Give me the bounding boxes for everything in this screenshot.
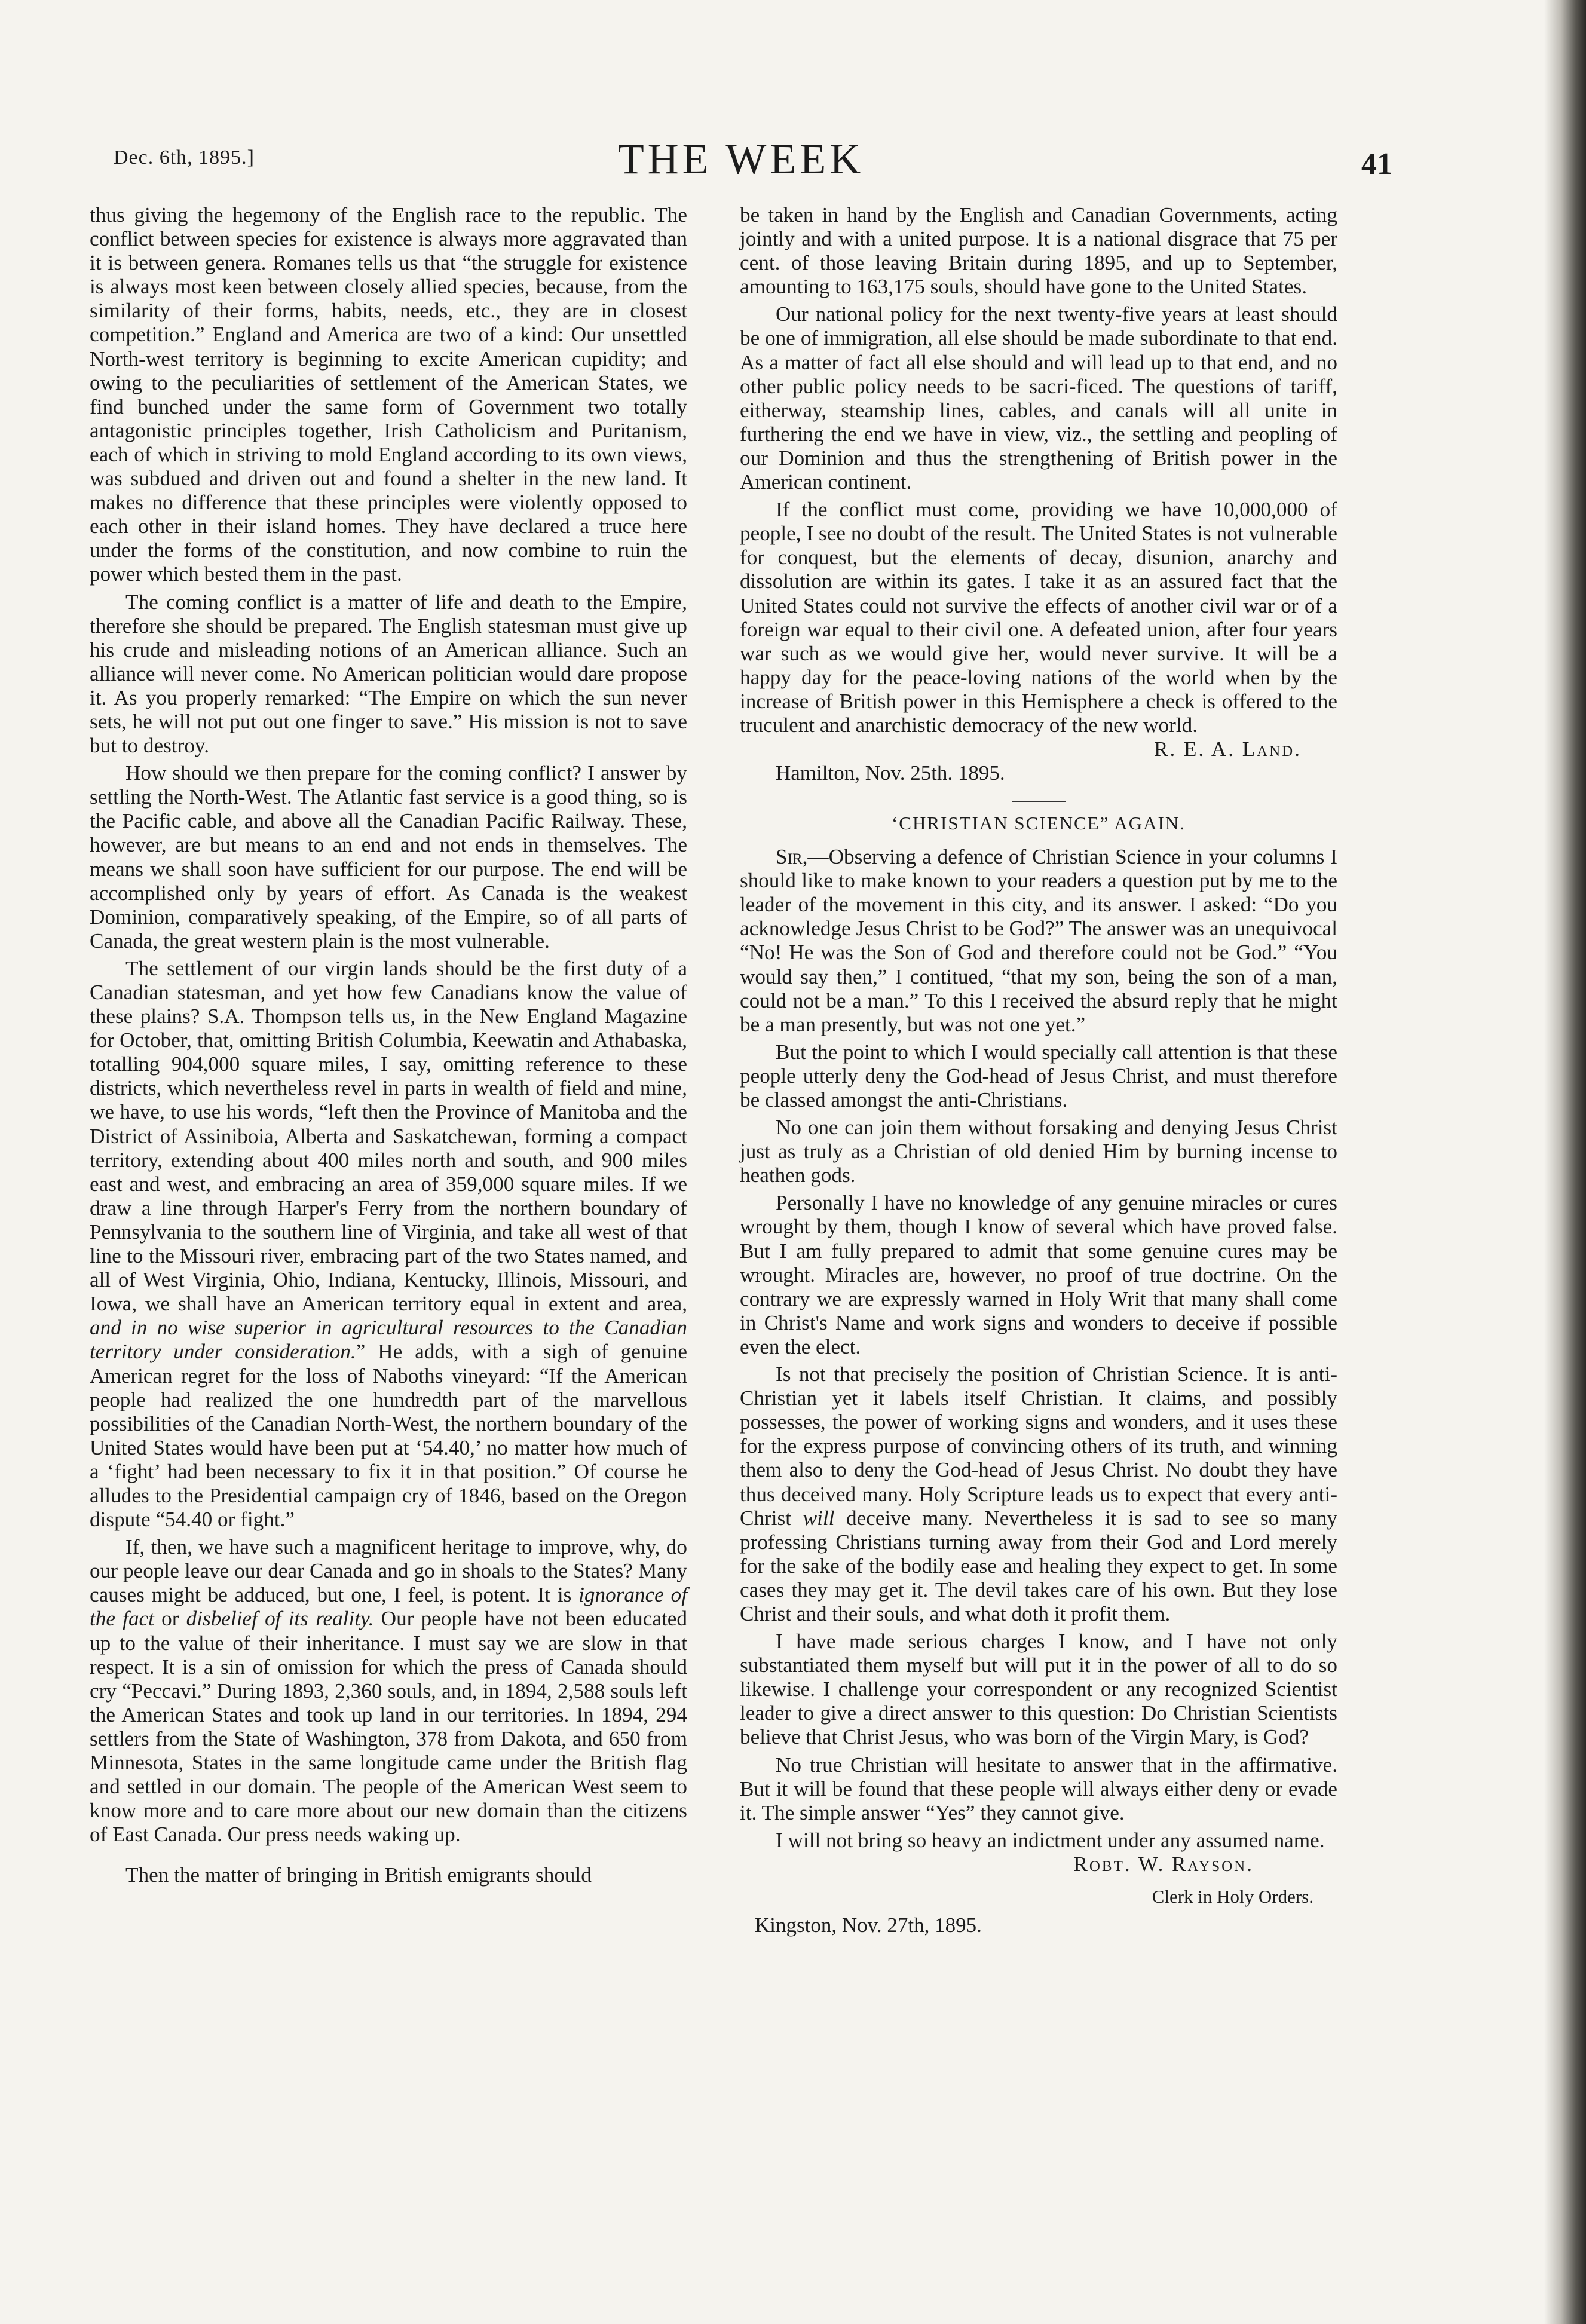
paragraph: Our national policy for the next twenty-five years at least should be one of immigration, all else should be made subordinate to that end. As a matter of fact all else should and will lead up to that end, and no other public policy needs to be sacri-ficed. The questions of tariff, eitherway, steamship lines, cables, and canals will all unite in furthering the end we have in view, viz., the settling and peopling of our Dominion and thus the strengthening of British power in the American continent.	[740, 302, 1337, 494]
page-number: 41	[1361, 147, 1392, 181]
paragraph	[90, 1535, 687, 1847]
signature-rayson: Robt. W. Rayson.	[1073, 1852, 1254, 1876]
italic-text: disbelief of its reality.	[186, 1607, 374, 1631]
paragraph: If the conflict must come, providing we have 10,000,000 of people, I see no doubt of the result. The United States is not vulnerable for conquest, but the elements of decay, disunion, anarchy and dissolution are within its gates. I take it as an assured fact that the United States could not survive the effects of another civil war or of a foreign war equal to their civil one. A defeated union, after four years war such as we would give her, would never survive. It will be a happy day for the peace-loving nations of the world when by the increase of British power in this Hemisphere a check is offered to the truculent and anarchistic democracy of the new world.	[740, 498, 1337, 737]
place-date-hamilton: Hamilton, Nov. 25th. 1895.	[776, 761, 1005, 785]
article-heading: ‘CHRISTIAN SCIENCE” AGAIN.	[891, 813, 1186, 834]
signature-title: Clerk in Holy Orders.	[1152, 1885, 1313, 1907]
signature-land-line	[740, 737, 1337, 761]
paragraph: No one can join them without forsaking and denying Jesus Christ just as truly as a Christian of old denied Him by burning incense to heathen gods.	[740, 1116, 1337, 1187]
paragraph	[740, 845, 1337, 1037]
paragraph-text: Our people have not been educated up to the value of their inheritance. I must say we are slow in that respect. It is a sin of omission for which the press of Canada should cry “Peccavi.” During 1893, 2,360 souls, and, in 1894, 2,588 souls left the American States and took up land in our territories. In 1894, 294 settlers from the State of Washington, 378 from Dakota, and 650 from Minnesota, States in the same longitude came under the British flag and settled in our domain. The people of the American West seem to know more and to care more about our new domain than the citizens of East Canada. Our press needs waking up.	[90, 1607, 687, 1847]
italic-text: will	[803, 1506, 835, 1530]
paragraph	[740, 1362, 1337, 1626]
paragraph: Then the matter of bringing in British emigrants should	[125, 1863, 592, 1887]
salutation: Sir,	[776, 845, 808, 869]
paragraph: The coming conflict is a matter of life and death to the Empire, therefore she should be prepared. The English statesman must give up his crude and misleading notions of an American alliance. Such an alliance will never come. No American politician would dare propose it. As you properly remarked: “The Empire on which the sun never sets, he will not put out one finger to save.” His mission is not to save but to destroy.	[90, 590, 687, 758]
paragraph-text: If, then, we have such a magnificent heritage to improve, why, do our people leave our dear Canada and go in shoals to the States? Many causes might be adduced, but one, I feel, is potent. It is	[90, 1535, 687, 1607]
paragraph: But the point to which I would specially call attention is that these people utterly deny the God-head of Jesus Christ, and must therefore be classed amongst the anti-Christians.	[740, 1040, 1337, 1112]
signature-land: R. E. A. Land.	[1154, 737, 1302, 761]
paragraph	[90, 957, 687, 1532]
paragraph: thus giving the hegemony of the English race to the republic. The conflict between species for existence is always more aggravated than it is between genera. Romanes tells us that “the struggle for existence is always most keen between closely allied species, because, from the similarity of their forms, habits, needs, etc., they are in closest competition.” England and America are two of a kind: Our unsettled North-west territory is beginning to excite American cupidity; and owing to the peculiarities of settlement of the American States, we find bunched under the same form of Government two totally antagonistic principles together, Irish Catholicism and Puritanism, each of which in striving to mold England according to its own views, was subdued and driven out and found a shelter in the new land. It makes no difference that these principles were violently opposed to each other in their island homes. They have declared a truce here under the forms of the constitution, and now combine to ruin the power which bested them in the past.	[90, 203, 687, 586]
paragraph-text: ” He adds, with a sigh of genuine American regret for the loss of Naboths vineyard: “If the American people had realized the one hundredth part of the marvellous possibilities of the Canadian North-West, the northern boundary of the United States would have been put at ‘54.40,’ no matter how much of a ‘fight’ had been necessary to fix it in that position.” Of course he alludes to the Presidential campaign cry of 1846, based on the Oregon dispute “54.40 or fight.”	[90, 1340, 687, 1532]
italic-text: ignorance of the fact	[90, 1583, 687, 1631]
paragraph: I will not bring so heavy an indictment under any assumed name.	[776, 1828, 1325, 1852]
signature-rayson-line	[740, 1853, 1337, 1876]
paragraph: How should we then prepare for the coming conflict? I answer by settling the North-West. The Atlantic fast service is a good thing, so is the Pacific cable, and above all the Canadian Pacific Railway. These, however, are but means to an end and not ends in themselves. The means we shall soon have sufficient for our purpose. The end will be accomplished only by years of effort. As Canada is the weakest Dominion, comparatively speaking, of the Empire, so of all parts of Canada, the great western plain is the most vulnerable.	[90, 761, 687, 953]
page-header	[90, 134, 1392, 200]
issue-date: Dec. 6th, 1895.]	[114, 146, 255, 169]
paragraph-text: The settlement of our virgin lands should be the first duty of a Canadian statesman, and yet how few Canadians know the value of these plains? S.A. Thompson tells us, in the New England Magazine for October, that, omitting British Columbia, Keewatin and Athabaska, totalling 904,000 square miles, I say, omitting reference to these districts, which nevertheless revel in parts in wealth of field and mine, we have, to use his words, “left then the Province of Manitoba and the District of Assiniboia, Alberta and Saskatchewan, forming a compact territory, extending about 400 miles north and south, and 900 miles east and west, and embracing an area of 359,000 square miles. If we draw a line through Harper's Ferry from the northern boundary of Pennsylvania to the southern line of Virginia, and take all west of that line to the Missouri river, embracing part of the two States named, and all of West Virginia, Ohio, Indiana, Kentucky, Illinois, Missouri, and Iowa, we shall have an American territory equal in extent and area,	[90, 956, 687, 1316]
left-column	[90, 203, 687, 1887]
right-column	[740, 203, 1337, 1937]
scan-page-edge	[1544, 0, 1586, 2324]
paragraph-text: —Observing a defence of Christian Science in your columns I should like to make known to your readers a question put by me to the leader of the movement in this city, and its answer. I asked: “Do you acknowledge Jesus Christ to be God?” The answer was an unequivocal “No! He was the Son of God and therefore could not be God.” “You would say then,” I contitued, “that my son, being the son of a man, could not be a man.” To this I received the absurd reply that he might be a man presently, but was not one yet.”	[740, 845, 1337, 1036]
paragraph: I have made serious charges I know, and I have not only substantiated them myself but will put it in the power of all to do so likewise. I challenge your correspondent or any recognized Scientist leader to give a direct answer to this question: Do Christian Scientists believe that Christ Jesus, who was born of the Virgin Mary, is God?	[740, 1630, 1337, 1749]
paragraph: Personally I have no knowledge of any genuine miracles or cures wrought by them, though I know of several which have proved false. But I am fully prepared to admit that some genuine cures may be wrought. Miracles are, however, no proof of true doctrine. On the contrary we are expressly warned in Holy Writ that many shall come in Christ's Name and work signs and wonders to deceive if possible even the elect.	[740, 1191, 1337, 1358]
paragraph-text: deceive many. Nevertheless it is sad to see so many professing Christians turning away from their God and Lord merely for the sake of the bodily ease and healing they expect to get. In some cases they may get it. The devil takes care of his own. But they lose Christ and their souls, and what doth it profit them.	[740, 1506, 1338, 1625]
italic-text: and in no wise superior in agricultural resources to the Canadian territory under consideration.	[90, 1316, 687, 1364]
section-divider	[1012, 801, 1066, 802]
place-date-kingston: Kingston, Nov. 27th, 1895.	[755, 1913, 982, 1937]
publication-title: THE WEEK	[617, 135, 865, 183]
paragraph: be taken in hand by the English and Canadian Governments, acting jointly and with a united purpose. It is a national disgrace that 75 per cent. of those leaving Britain during 1895, and up to September, amounting to 163,175 souls, should have gone to the United States.	[740, 203, 1337, 299]
paragraph-text: Is not that precisely the position of Christian Science. It is anti-Christian yet it labels itself Christian. It claims, and possibly possesses, the power of working signs and wonders, and it uses these for the express purpose of convincing others of its truth, and winning them also to deny the God-head of Jesus Christ. No doubt they have thus deceived many. Holy Scripture leads us to expect that every anti-Christ	[740, 1362, 1337, 1530]
paragraph-text: or	[154, 1607, 186, 1631]
paragraph: No true Christian will hesitate to answer that in the affirmative. But it will be found that these people will always either deny or evade it. The simple answer “Yes” they cannot give.	[740, 1753, 1337, 1824]
